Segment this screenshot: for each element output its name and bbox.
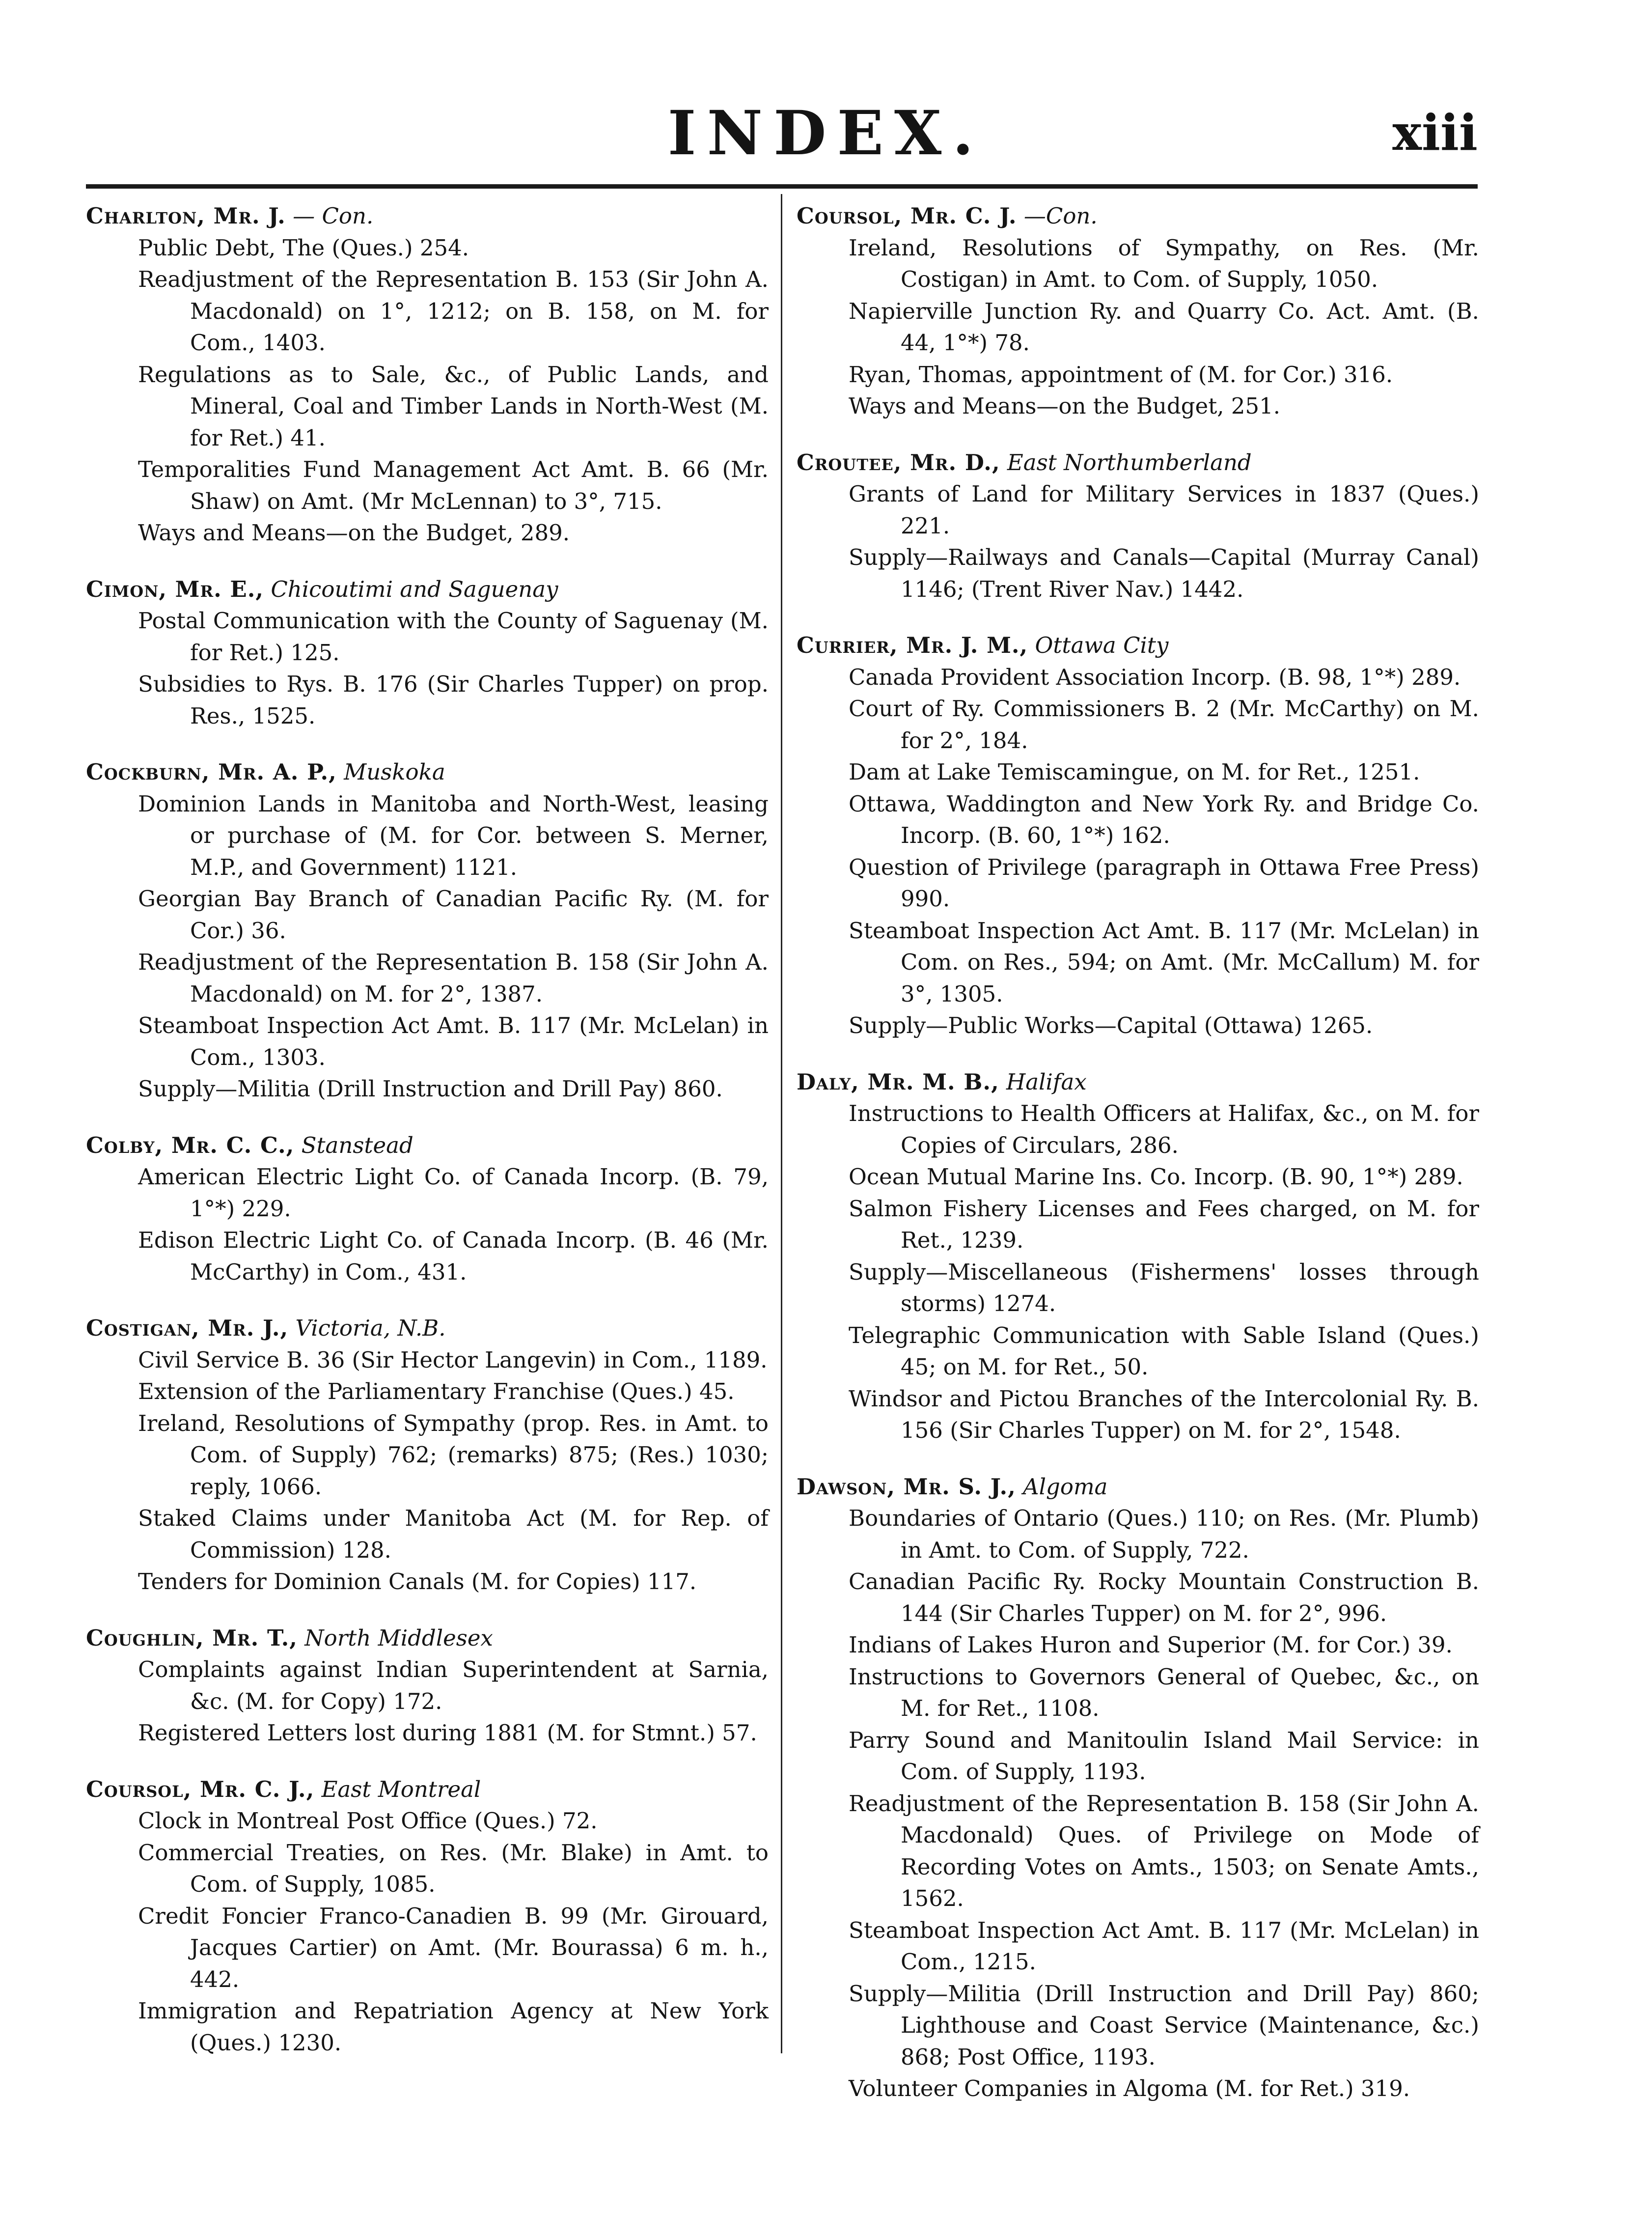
member-name: Coughlin, Mr. T.,	[86, 1624, 298, 1651]
index-item: Instructions to Health Officers at Halifax, &c., on M. for Copies of Circulars, 286.	[849, 1100, 1479, 1158]
constituency: —Con.	[1023, 203, 1098, 229]
index-item: Ways and Means—on the Budget, 251.	[849, 393, 1281, 419]
index-item: Supply—Militia (Drill Instruction and Drill Pay) 860.	[138, 1076, 723, 1102]
index-entry	[86, 1774, 769, 2059]
index-item: Credit Foncier Franco-Canadien B. 99 (Mr. Girouard, Jacques Cartier) on Amt. (Mr. Bourassa) 6 m. h., 442.	[138, 1903, 769, 1992]
member-name: Costigan, Mr. J.,	[86, 1315, 289, 1341]
entry-heading	[86, 1130, 769, 1162]
index-item: Canadian Pacific Ry. Rocky Mountain Construction B. 144 (Sir Charles Tupper) on M. for 2°, 996.	[849, 1568, 1479, 1626]
index-item: Public Debt, The (Ques.) 254.	[138, 234, 469, 261]
index-item: Commercial Treaties, on Res. (Mr. Blake) in Amt. to Com. of Supply, 1085.	[138, 1839, 769, 1897]
constituency: Muskoka	[344, 759, 445, 785]
member-name: Dawson, Mr. S. J.,	[797, 1473, 1016, 1500]
constituency: Halifax	[1006, 1068, 1087, 1095]
index-item: Ocean Mutual Marine Ins. Co. Incorp. (B. 90, 1°*) 289.	[849, 1164, 1463, 1190]
index-item: Georgian Bay Branch of Canadian Pacific Ry. (M. for Cor.) 36.	[138, 886, 769, 944]
index-item: Ottawa, Waddington and New York Ry. and Bridge Co. Incorp. (B. 60, 1°*) 162.	[849, 790, 1479, 848]
index-item: Tenders for Dominion Canals (M. for Copies) 117.	[138, 1568, 697, 1595]
index-item: Regulations as to Sale, &c., of Public Lands, and Mineral, Coal and Timber Lands in North-West (M. for Ret.) 41.	[138, 361, 769, 451]
index-item: Dominion Lands in Manitoba and North-West, leasing or purchase of (M. for Cor. between S. Merner, M.P., and Government) 1121.	[138, 790, 769, 880]
page-number: xiii	[1392, 104, 1478, 162]
index-item: Ireland, Resolutions of Sympathy, on Res. (Mr. Costigan) in Amt. to Com. of Supply, 1050.	[849, 234, 1479, 292]
constituency: Chicoutimi and Saguenay	[271, 576, 558, 602]
constituency: — Con.	[293, 203, 374, 229]
index-item: Steamboat Inspection Act Amt. B. 117 (Mr. McLelan) in Com. on Res., 594; on Amt. (Mr. McCallum) M. for 3°, 1305.	[849, 917, 1479, 1007]
entry-heading	[797, 1066, 1479, 1098]
member-name: Cockburn, Mr. A. P.,	[86, 759, 337, 785]
index-item: Supply—Railways and Canals—Capital (Murray Canal) 1146; (Trent River Nav.) 1442.	[849, 544, 1479, 602]
index-item: Parry Sound and Manitoulin Island Mail Service: in Com. of Supply, 1193.	[849, 1727, 1479, 1785]
index-item: Grants of Land for Military Services in 1837 (Ques.) 221.	[849, 481, 1479, 539]
index-entry	[797, 200, 1479, 422]
index-item: Registered Letters lost during 1881 (M. for Stmnt.) 57.	[138, 1720, 757, 1746]
constituency: East Northumberland	[1007, 449, 1252, 476]
page-title: INDEX.	[667, 98, 985, 169]
index-item: Complaints against Indian Superintendent at Sarnia, &c. (M. for Copy) 172.	[138, 1656, 769, 1714]
index-item: Supply—Public Works—Capital (Ottawa) 1265.	[849, 1012, 1373, 1038]
index-item: Dam at Lake Temiscamingue, on M. for Ret., 1251.	[849, 759, 1420, 785]
index-item: Clock in Montreal Post Office (Ques.) 72.	[138, 1808, 598, 1834]
index-item: Indians of Lakes Huron and Superior (M. for Cor.) 39.	[849, 1632, 1453, 1658]
member-name: Coursol, Mr. C. J.	[797, 203, 1017, 229]
index-item: American Electric Light Co. of Canada Incorp. (B. 79, 1°*) 229.	[138, 1164, 769, 1222]
index-item: Temporalities Fund Management Act Amt. B. 66 (Mr. Shaw) on Amt. (Mr McLennan) to 3°, 715.	[138, 456, 769, 514]
entry-heading	[86, 756, 769, 788]
constituency: Ottawa City	[1035, 632, 1169, 658]
index-entry	[86, 756, 769, 1105]
member-name: Colby, Mr. C. C.,	[86, 1132, 295, 1158]
index-item: Instructions to Governors General of Quebec, &c., on M. for Ret., 1108.	[849, 1663, 1479, 1721]
index-item: Edison Electric Light Co. of Canada Incorp. (B. 46 (Mr. McCarthy) in Com., 431.	[138, 1227, 769, 1285]
index-item: Civil Service B. 36 (Sir Hector Langevin) in Com., 1189.	[138, 1346, 768, 1373]
entry-heading	[797, 200, 1479, 232]
member-name: Coursol, Mr. C. J.,	[86, 1776, 315, 1802]
constituency: Stanstead	[301, 1132, 413, 1158]
left-column	[86, 200, 769, 2083]
index-item: Readjustment of the Representation B. 153 (Sir John A. Macdonald) on 1°, 1212; on B. 158, on M. for Com., 1403.	[138, 266, 769, 356]
index-item: Steamboat Inspection Act Amt. B. 117 (Mr. McLelan) in Com., 1303.	[138, 1012, 769, 1070]
index-item: Telegraphic Communication with Sable Island (Ques.) 45; on M. for Ret., 50.	[849, 1322, 1479, 1380]
entry-heading	[86, 1623, 769, 1654]
member-name: Currier, Mr. J. M.,	[797, 632, 1028, 658]
index-item: Ways and Means—on the Budget, 289.	[138, 520, 570, 546]
index-item: Question of Privilege (paragraph in Ottawa Free Press) 990.	[849, 854, 1479, 912]
entry-heading	[797, 447, 1479, 479]
index-entry	[86, 574, 769, 732]
index-item: Steamboat Inspection Act Amt. B. 117 (Mr. McLelan) in Com., 1215.	[849, 1917, 1479, 1975]
index-item: Immigration and Repatriation Agency at New York (Ques.) 1230.	[138, 1998, 769, 2056]
index-item: Subsidies to Rys. B. 176 (Sir Charles Tupper) on prop. Res., 1525.	[138, 671, 769, 729]
constituency: North Middlesex	[304, 1624, 493, 1651]
member-name: Charlton, Mr. J.	[86, 203, 286, 229]
constituency: Algoma	[1023, 1473, 1108, 1500]
index-entry	[86, 200, 769, 549]
index-entry	[797, 1066, 1479, 1447]
index-entry	[797, 447, 1479, 606]
member-name: Cimon, Mr. E.,	[86, 576, 264, 602]
entry-heading	[797, 630, 1479, 662]
index-item: Supply—Miscellaneous (Fishermens' losses through storms) 1274.	[849, 1259, 1479, 1316]
index-entry	[86, 1623, 769, 1749]
index-item: Ryan, Thomas, appointment of (M. for Cor.) 316.	[849, 361, 1393, 388]
member-name: Daly, Mr. M. B.,	[797, 1068, 999, 1095]
index-item: Napierville Junction Ry. and Quarry Co. Act. Amt. (B. 44, 1°*) 78.	[849, 298, 1479, 356]
index-item: Postal Communication with the County of Saguenay (M. for Ret.) 125.	[138, 608, 769, 666]
index-item: Readjustment of the Representation B. 158 (Sir John A. Macdonald) Ques. of Privilege on Mode of Recording Votes on Amts., 1503; on Senate Amts., 1562.	[849, 1790, 1479, 1911]
constituency: Victoria, N.B.	[295, 1315, 446, 1341]
index-item: Canada Provident Association Incorp. (B. 98, 1°*) 289.	[849, 664, 1461, 690]
index-entry	[797, 630, 1479, 1042]
entry-heading	[86, 1774, 769, 1806]
index-entry	[86, 1313, 769, 1598]
index-item: Court of Ry. Commissioners B. 2 (Mr. McCarthy) on M. for 2°, 184.	[849, 696, 1479, 754]
index-item: Staked Claims under Manitoba Act (M. for Rep. of Commission) 128.	[138, 1505, 769, 1563]
index-item: Readjustment of the Representation B. 158 (Sir John A. Macdonald) on M. for 2°, 1387.	[138, 949, 769, 1007]
entry-heading	[86, 1313, 769, 1344]
header-rule	[86, 184, 1478, 189]
member-name: Croutee, Mr. D.,	[797, 449, 1000, 476]
index-item: Boundaries of Ontario (Ques.) 110; on Res. (Mr. Plumb) in Amt. to Com. of Supply, 722.	[849, 1505, 1479, 1563]
column-divider	[781, 194, 782, 2053]
index-item: Salmon Fishery Licenses and Fees charged, on M. for Ret., 1239.	[849, 1195, 1479, 1253]
index-item: Supply—Militia (Drill Instruction and Drill Pay) 860; Lighthouse and Coast Service (Maintenance, &c.) 868; Post Office, 1193.	[849, 1980, 1479, 2070]
right-column	[797, 200, 1479, 2129]
index-entry	[797, 1471, 1479, 2105]
index-item: Windsor and Pictou Branches of the Intercolonial Ry. B. 156 (Sir Charles Tupper) on M. for 2°, 1548.	[849, 1385, 1479, 1443]
index-item: Volunteer Companies in Algoma (M. for Ret.) 319.	[849, 2075, 1410, 2101]
entry-heading	[86, 200, 769, 232]
entry-heading	[86, 574, 769, 606]
index-item: Extension of the Parliamentary Franchise (Ques.) 45.	[138, 1378, 735, 1404]
index-entry	[86, 1130, 769, 1288]
index-item: Ireland, Resolutions of Sympathy (prop. Res. in Amt. to Com. of Supply) 762; (remarks) 875; (Res.) 1030; reply, 1066.	[138, 1410, 769, 1500]
entry-heading	[797, 1471, 1479, 1503]
constituency: East Montreal	[321, 1776, 481, 1802]
